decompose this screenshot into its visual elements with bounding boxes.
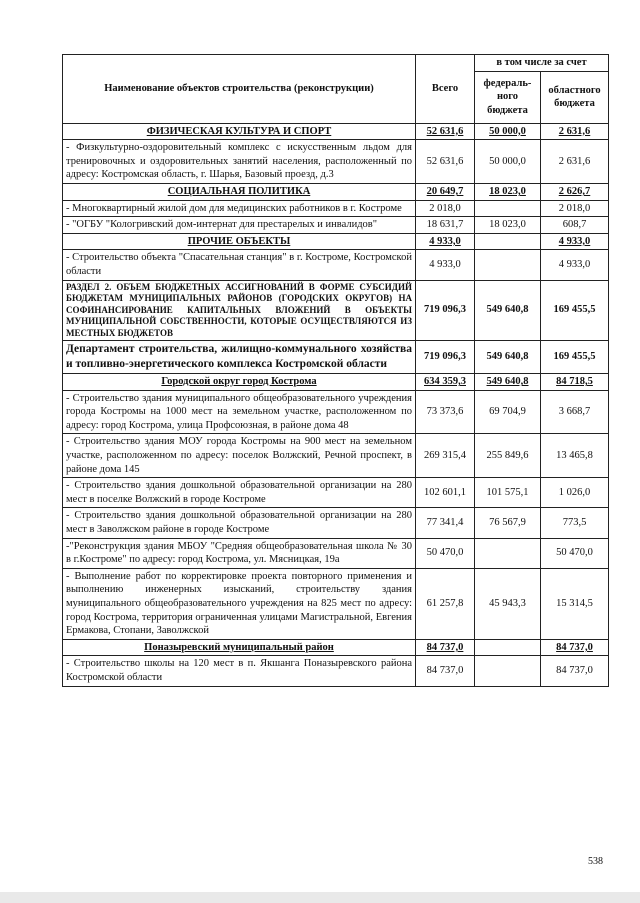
section-row [63, 374, 609, 391]
row-regional-cell: 50 470,0 [541, 538, 609, 568]
row-regional-cell: 2 018,0 [541, 200, 609, 217]
row-name-cell: -"Реконструкция здания МБОУ "Средняя общеобразовательная школа № 30 в г.Костроме" по адресу: город Кострома, ул. Мясницкая, 19а [63, 538, 416, 568]
row-regional-cell: 4 933,0 [541, 250, 609, 280]
row-total-cell: 719 096,3 [416, 280, 475, 341]
row-name-cell: - Строительство объекта "Спасательная станция" в г. Костроме, Костромской области [63, 250, 416, 280]
row-name-cell: - Строительство здания муниципального общеобразовательного учреждения города Костромы на 1000 мест на земельном участке, расположенном по адресу: город Кострома, улица Профсоюзная, в районе дома 48 [63, 390, 416, 434]
budget-table [62, 54, 609, 687]
section-row [63, 639, 609, 656]
row-regional-cell: 2 631,6 [541, 123, 609, 140]
header-total: Всего [416, 55, 475, 124]
row-total-cell: 4 933,0 [416, 250, 475, 280]
table-row [63, 200, 609, 217]
table-row [63, 217, 609, 234]
row-total-cell: 102 601,1 [416, 478, 475, 508]
row-federal-cell [475, 538, 541, 568]
row-federal-cell: 255 849,6 [475, 434, 541, 478]
row-name-cell: - Строительство здания дошкольной образовательной организации на 280 мест в поселке Волжский в городе Костроме [63, 478, 416, 508]
row-federal-cell [475, 250, 541, 280]
row-federal-cell: 50 000,0 [475, 140, 541, 184]
row-federal-cell: 69 704,9 [475, 390, 541, 434]
row-name-cell: - Строительство здания МОУ города Костромы на 900 мест на земельном участке, расположенном по адресу: поселок Волжский, Речной проспект, в районе дома 145 [63, 434, 416, 478]
section-row [63, 233, 609, 250]
row-name-cell: - Строительство здания дошкольной образовательной организации на 280 мест в Заволжском районе в городе Костроме [63, 508, 416, 538]
row-total-cell: 4 933,0 [416, 233, 475, 250]
row-name-cell: СОЦИАЛЬНАЯ ПОЛИТИКА [63, 183, 416, 200]
dept-row [63, 341, 609, 374]
row-federal-cell [475, 639, 541, 656]
row-name-cell: - Многоквартирный жилой дом для медицинских работников в г. Костроме [63, 200, 416, 217]
row-total-cell: 52 631,6 [416, 140, 475, 184]
row-total-cell: 269 315,4 [416, 434, 475, 478]
row-regional-cell: 2 626,7 [541, 183, 609, 200]
row-total-cell: 73 373,6 [416, 390, 475, 434]
row-regional-cell: 608,7 [541, 217, 609, 234]
row-regional-cell: 84 737,0 [541, 639, 609, 656]
row-regional-cell: 1 026,0 [541, 478, 609, 508]
header-name: Наименование объектов строительства (реконструкции) [63, 55, 416, 124]
row-regional-cell: 15 314,5 [541, 568, 609, 639]
row-total-cell: 61 257,8 [416, 568, 475, 639]
header-including: в том числе за счет [475, 55, 609, 72]
table-header [63, 55, 609, 124]
row-regional-cell: 84 718,5 [541, 374, 609, 391]
row-regional-cell: 13 465,8 [541, 434, 609, 478]
header-regional: областного бюджета [541, 71, 609, 123]
row-name-cell: - Выполнение работ по корректировке проекта повторного применения и выполнению инженерных изысканий, строительству здания муниципального общеобразовательного учреждения на 825 мест по адресу: город Кострома, территория ограниченная улицами Магистральной, Евгения Ермакова, Стопани, Заволжской [63, 568, 416, 639]
row-federal-cell: 50 000,0 [475, 123, 541, 140]
row-name-cell: - "ОГБУ "Кологривский дом-интернат для престарелых и инвалидов" [63, 217, 416, 234]
table-row [63, 656, 609, 686]
table-row [63, 478, 609, 508]
table-row [63, 508, 609, 538]
row-name-cell: ФИЗИЧЕСКАЯ КУЛЬТУРА И СПОРТ [63, 123, 416, 140]
row-total-cell: 77 341,4 [416, 508, 475, 538]
row-name-cell: ПРОЧИЕ ОБЪЕКТЫ [63, 233, 416, 250]
row-total-cell: 84 737,0 [416, 639, 475, 656]
row-federal-cell: 18 023,0 [475, 217, 541, 234]
table-body [63, 123, 609, 686]
table-row [63, 140, 609, 184]
header-federal: федераль-ного бюджета [475, 71, 541, 123]
page-number: 538 [588, 856, 603, 867]
row-total-cell: 20 649,7 [416, 183, 475, 200]
row-federal-cell: 18 023,0 [475, 183, 541, 200]
table-row [63, 250, 609, 280]
scan-bottom-strip [0, 892, 640, 903]
table-row [63, 568, 609, 639]
row-federal-cell [475, 233, 541, 250]
row-federal-cell: 101 575,1 [475, 478, 541, 508]
row-total-cell: 634 359,3 [416, 374, 475, 391]
row-total-cell: 52 631,6 [416, 123, 475, 140]
row-total-cell: 2 018,0 [416, 200, 475, 217]
table-row [63, 538, 609, 568]
row-federal-cell: 549 640,8 [475, 374, 541, 391]
row-federal-cell: 45 943,3 [475, 568, 541, 639]
row-total-cell: 50 470,0 [416, 538, 475, 568]
row-federal-cell: 76 567,9 [475, 508, 541, 538]
row-name-cell: - Строительство школы на 120 мест в п. Якшанга Поназыревского района Костромской области [63, 656, 416, 686]
row-total-cell: 18 631,7 [416, 217, 475, 234]
razdel-row [63, 280, 609, 341]
table-row [63, 434, 609, 478]
row-federal-cell [475, 656, 541, 686]
row-name-cell: - Физкультурно-оздоровительный комплекс с искусственным льдом для тренировочных и оздоровительных занятий населения, расположенный по адресу: Костромская область, г. Шарья, Базовый проезд, д.3 [63, 140, 416, 184]
row-federal-cell [475, 200, 541, 217]
row-regional-cell: 2 631,6 [541, 140, 609, 184]
row-regional-cell: 169 455,5 [541, 341, 609, 374]
row-regional-cell: 3 668,7 [541, 390, 609, 434]
row-total-cell: 84 737,0 [416, 656, 475, 686]
section-row [63, 123, 609, 140]
table-row [63, 390, 609, 434]
row-federal-cell: 549 640,8 [475, 341, 541, 374]
section-row [63, 183, 609, 200]
row-regional-cell: 773,5 [541, 508, 609, 538]
row-federal-cell: 549 640,8 [475, 280, 541, 341]
row-name-cell: Департамент строительства, жилищно-коммунального хозяйства и топливно-энергетического комплекса Костромской области [63, 341, 416, 374]
row-regional-cell: 4 933,0 [541, 233, 609, 250]
row-name-cell: РАЗДЕЛ 2. ОБЪЕМ БЮДЖЕТНЫХ АССИГНОВАНИЙ В ФОРМЕ СУБСИДИЙ БЮДЖЕТАМ МУНИЦИПАЛЬНЫХ РАЙОНОВ (ГОРОДСКИХ ОКРУГОВ) НА СОФИНАНСИРОВАНИЕ КАПИТАЛЬНЫХ ВЛОЖЕНИЙ В ОБЪЕКТЫ МУНИЦИПАЛЬНОЙ СОБСТВЕННОСТИ, КОТОРЫЕ ОСУЩЕСТВЛЯЮТСЯ ИЗ МЕСТНЫХ БЮДЖЕТОВ [63, 280, 416, 341]
row-name-cell: Городской округ город Кострома [63, 374, 416, 391]
row-regional-cell: 84 737,0 [541, 656, 609, 686]
row-name-cell: Поназыревский муниципальный район [63, 639, 416, 656]
row-regional-cell: 169 455,5 [541, 280, 609, 341]
row-total-cell: 719 096,3 [416, 341, 475, 374]
